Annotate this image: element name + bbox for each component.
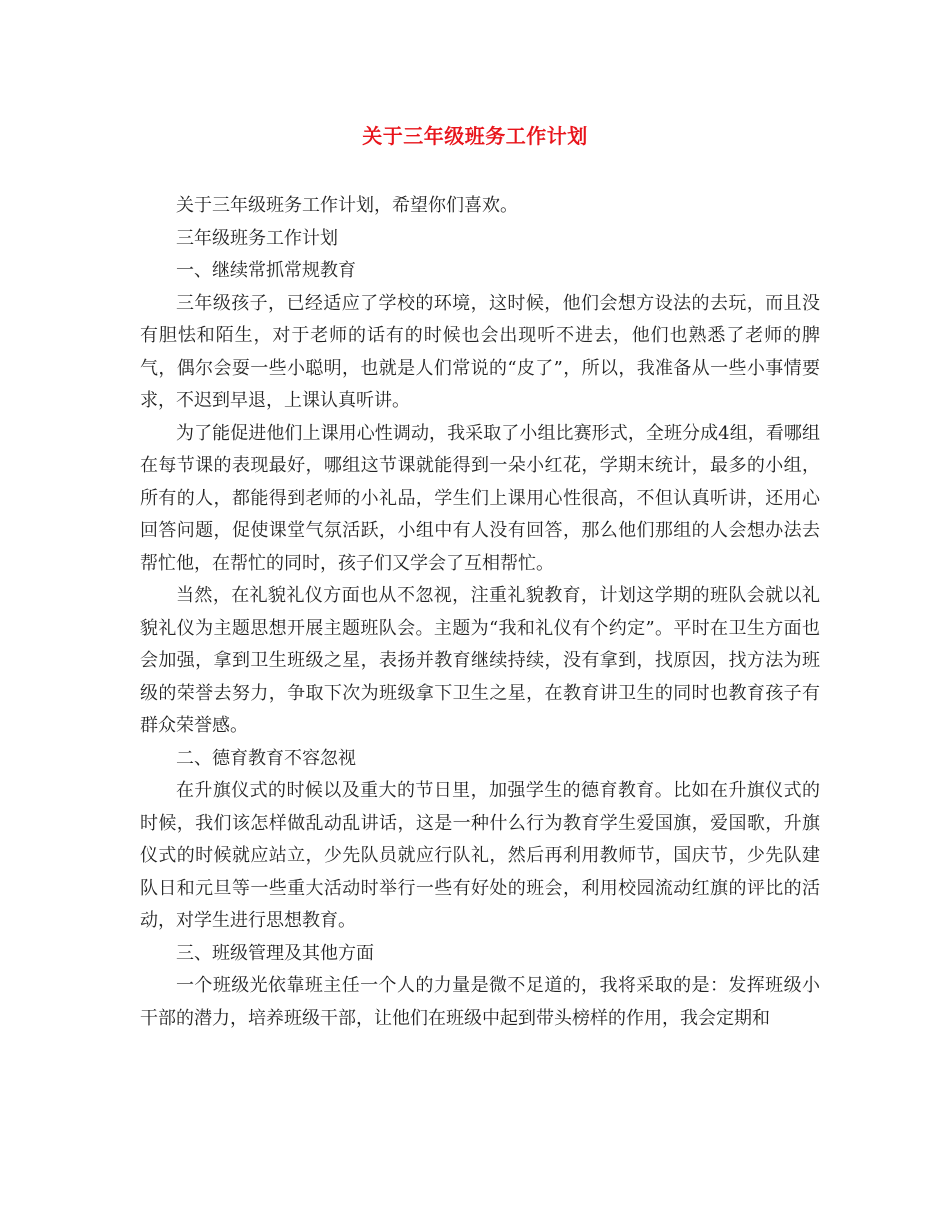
- paragraph-etiquette: 当然，在礼貌礼仪方面也从不忽视，注重礼貌教育，计划这学期的班队会就以礼貌礼仪为主题思想开展主题班队会。主题为“我和礼仪有个约定”。平时在卫生方面也会加强，拿到卫生班级之星，表扬并教育继续持续，没有拿到，找原因，找方法为班级的荣誉去努力，争取下次为班级拿下卫生之星，在教育讲卫生的同时也教育孩子有群众荣誉感。: [140, 585, 820, 736]
- paragraph-moral-education: 在升旗仪式的时候以及重大的节日里，加强学生的德育教育。比如在升旗仪式的时候，我们该怎样做乱动乱讲话，这是一种什么行为教育学生爱国旗，爱国歌，升旗仪式的时候就应站立，少先队员就应行队礼，然后再利用教师节，国庆节，少先队建队日和元旦等一些重大活动时举行一些有好处的班会，利用校园流动红旗的评比的活动，对学生进行思想教育。: [140, 780, 820, 931]
- section-heading-3: 三、班级管理及其他方面: [176, 942, 374, 964]
- paragraph-routine-education: 三年级孩子，已经适应了学校的环境，这时候，他们会想方设法的去玩，而且没有胆怯和陌生，对于老师的话有的时候也会出现听不进去，他们也熟悉了老师的脾气，偶尔会耍一些小聪明，也就是人们常说的“皮了”，所以，我准备从一些小事情要求，不迟到早退，上课认真听讲。: [140, 292, 820, 411]
- paragraph-intro: 关于三年级班务工作计划，希望你们喜欢。: [176, 195, 518, 216]
- document-body: [140, 190, 820, 1035]
- document-title: 关于三年级班务工作计划: [362, 124, 588, 148]
- paragraph-class-management: 一个班级光依靠班主任一个人的力量是微不足道的，我将采取的是：发挥班级小干部的潜力，培养班级干部，让他们在班级中起到带头榜样的作用，我会定期和: [140, 975, 820, 1029]
- paragraph-heading-plan: 三年级班务工作计划: [176, 227, 338, 249]
- section-heading-2: 二、德育教育不容忽视: [176, 747, 356, 769]
- section-heading-1: 一、继续常抓常规教育: [176, 260, 356, 281]
- paragraph-group-competition: 为了能促进他们上课用心性调动，我采取了小组比赛形式，全班分成4组，看哪组在每节课的表现最好，哪组这节课就能得到一朵小红花，学期末统计，最多的小组，所有的人，都能得到老师的小礼品，学生们上课用心性很高，不但认真听讲，还用心回答问题，促使课堂气氛活跃，小组中有人没有回答，那么他们那组的人会想办法去帮忙他，在帮忙的同时，孩子们又学会了互相帮忙。: [140, 422, 820, 574]
